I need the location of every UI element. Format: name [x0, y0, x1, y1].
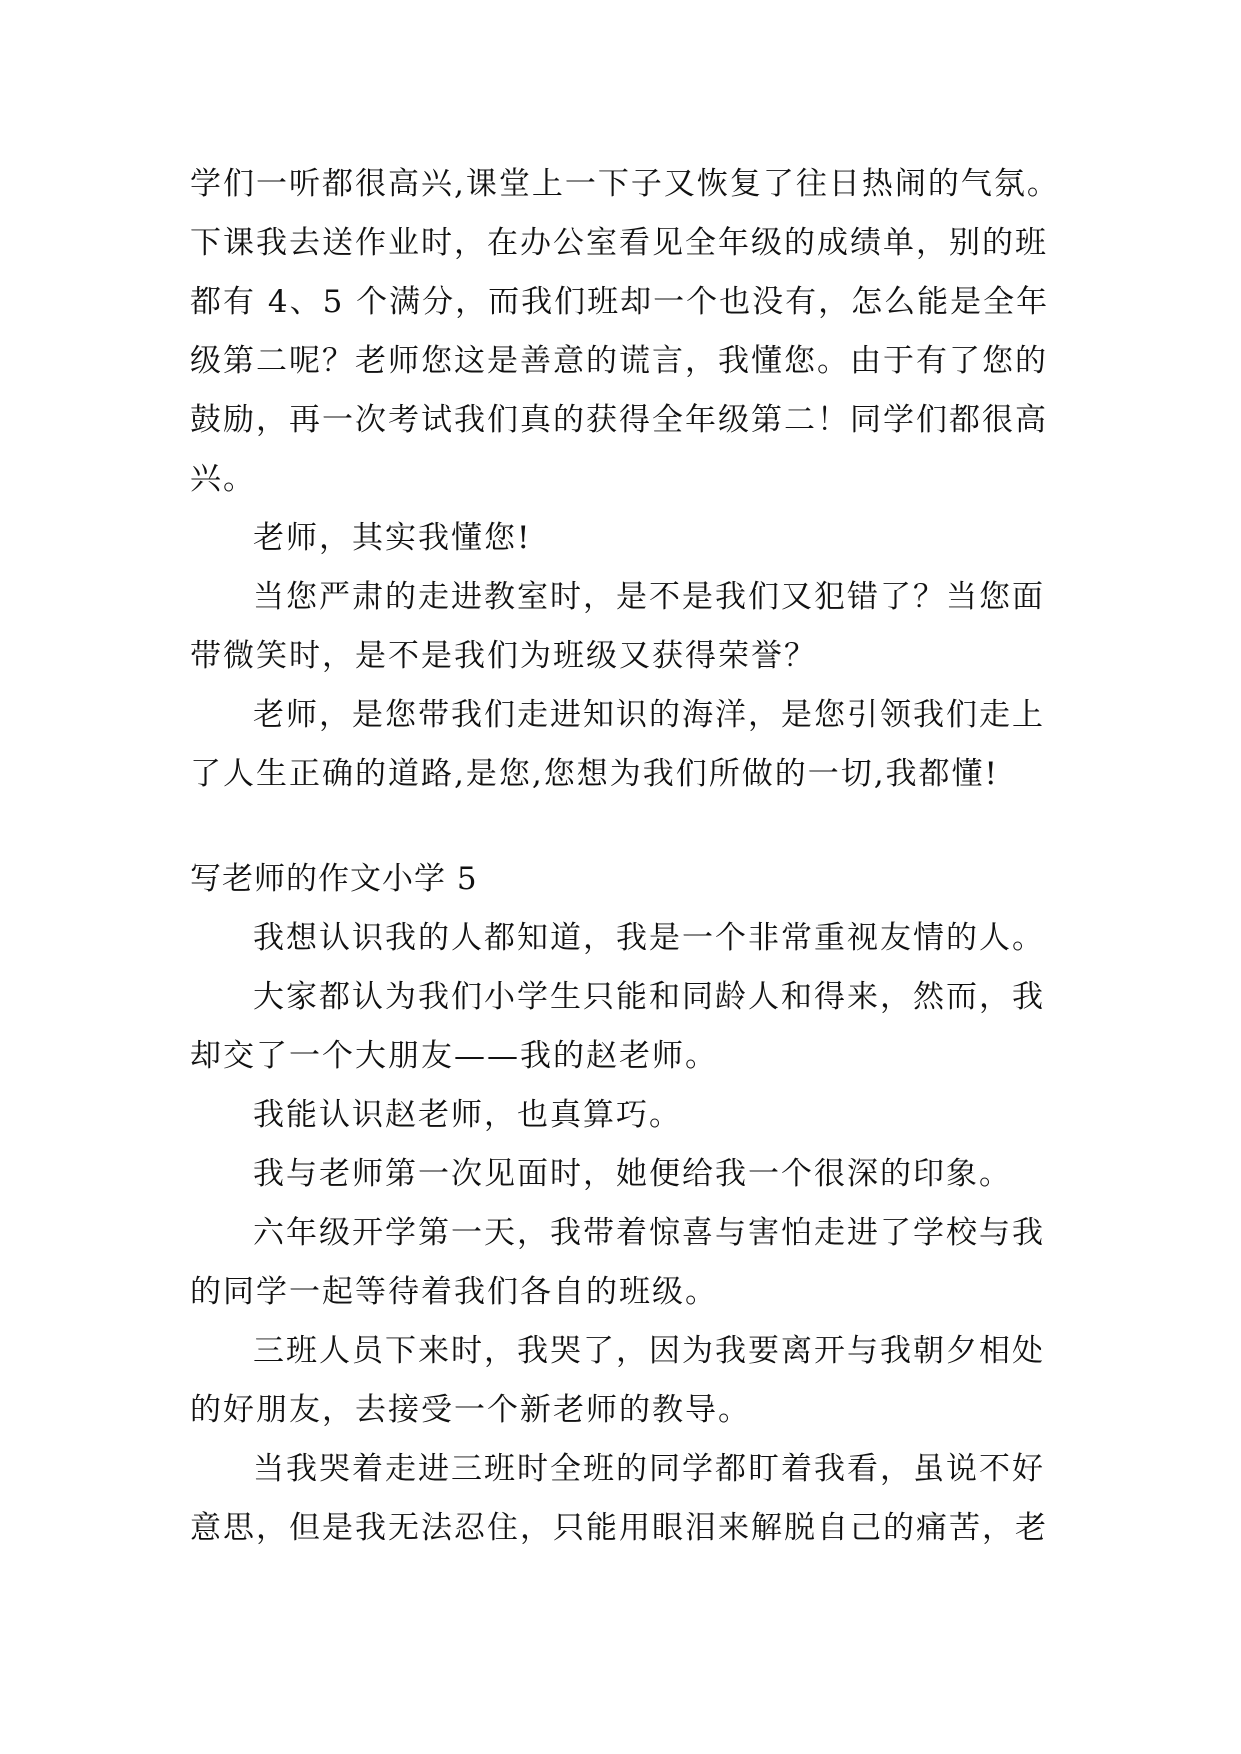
text-line: 我能认识赵老师，也真算巧。 — [253, 1097, 682, 1133]
text-line: 下课我去送作业时，在办公室看见全年级的成绩单，别的班 — [190, 225, 1048, 261]
text-line: 大家都认为我们小学生只能和同龄人和得来，然而，我 — [253, 979, 1045, 1015]
text-line: 当我哭着走进三班时全班的同学都盯着我看，虽说不好 — [253, 1451, 1045, 1487]
text-line: 的同学一起等待着我们各自的班级。 — [190, 1274, 718, 1310]
text-line: 却交了一个大朋友——我的赵老师。 — [190, 1038, 718, 1074]
section-heading: 写老师的作文小学 5 — [190, 861, 478, 897]
text-line: 我与老师第一次见面时，她便给我一个很深的印象。 — [253, 1156, 1012, 1192]
text-line: 老师，其实我懂您! — [253, 520, 532, 556]
text-line: 学们一听都很高兴,课堂上一下子又恢复了往日热闹的气氛。 — [190, 166, 1060, 202]
text-line: 都有 4、5 个满分，而我们班却一个也没有，怎么能是全年 — [190, 284, 1050, 320]
text-line: 鼓励，再一次考试我们真的获得全年级第二！同学们都很高 — [190, 402, 1048, 438]
text-line: 了人生正确的道路,是您,您想为我们所做的一切,我都懂! — [190, 756, 1000, 792]
text-line: 带微笑时，是不是我们为班级又获得荣誉？ — [190, 638, 817, 674]
text-line: 三班人员下来时，我哭了，因为我要离开与我朝夕相处 — [253, 1333, 1045, 1369]
text-line: 当您严肃的走进教室时，是不是我们又犯错了？当您面 — [253, 579, 1045, 615]
text-line: 的好朋友，去接受一个新老师的教导。 — [190, 1392, 751, 1428]
text-line: 我想认识我的人都知道，我是一个非常重视友情的人。 — [253, 920, 1045, 956]
text-line: 兴。 — [190, 461, 256, 497]
text-line: 意思，但是我无法忍住，只能用眼泪来解脱自己的痛苦，老 — [190, 1510, 1048, 1546]
text-line: 级第二呢？老师您这是善意的谎言，我懂您。由于有了您的 — [190, 343, 1048, 379]
text-line: 老师，是您带我们走进知识的海洋，是您引领我们走上 — [253, 697, 1045, 733]
text-line: 六年级开学第一天，我带着惊喜与害怕走进了学校与我 — [253, 1215, 1045, 1251]
